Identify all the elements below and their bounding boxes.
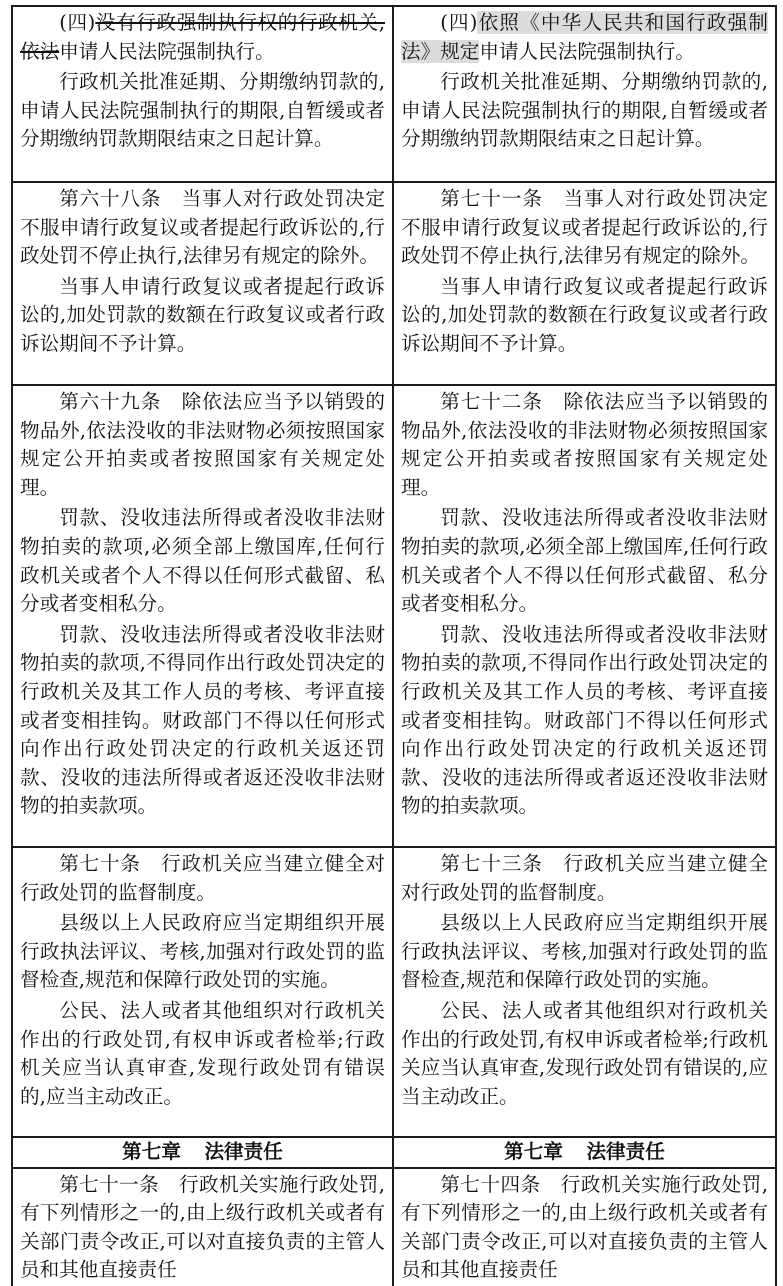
clause-text: 申请人民法院强制执行。: [479, 39, 695, 63]
chapter-title: 法律责任: [586, 1140, 665, 1163]
clause-number: (四): [440, 11, 478, 34]
chapter-heading-new: [393, 1137, 776, 1168]
table-row: [12, 847, 776, 1137]
comparison-table: [11, 5, 777, 1286]
table-row: [12, 385, 776, 847]
new-text-cell: [393, 6, 776, 182]
article-paragraph: 第七十三条 行政机关应当建立健全对行政处罚的监督制度。: [401, 852, 768, 904]
article-paragraph: 罚款、没收违法所得或者没收非法财物拍卖的款项,不得同作出行政处罚决定的行政机关及其工作人员的考核、考评直接或者变相挂钩。财政部门不得以任何形式向作出行政处罚决定的行政机关返还罚款、没收的违法所得或者返还没收非法财物的拍卖款项。: [401, 622, 768, 818]
article-paragraph: 罚款、没收违法所得或者没收非法财物拍卖的款项,必须全部上缴国库,任何行政机关或者个人不得以任何形式截留、私分或者变相私分。: [20, 506, 385, 616]
article-paragraph: 罚款、没收违法所得或者没收非法财物拍卖的款项,必须全部上缴国库,任何行政机关或者个人不得以任何形式截留、私分或者变相私分。: [401, 506, 768, 616]
clause-number: (四): [59, 11, 96, 34]
new-text-cell: [393, 385, 776, 847]
old-text-cell: [12, 1168, 393, 1286]
chapter-number: 第七章: [122, 1140, 181, 1163]
table-row: [12, 182, 776, 385]
clause-text: 申请人民法院强制执行。: [59, 39, 275, 63]
article-paragraph: 公民、法人或者其他组织对行政机关作出的行政处罚,有权申诉或者检举;行政机关应当认真审查,发现行政处罚有错误的,应当主动改正。: [20, 998, 385, 1108]
article-paragraph: 县级以上人民政府应当定期组织开展行政执法评议、考核,加强对行政处罚的监督检查,规范和保障行政处罚的实施。: [20, 911, 385, 992]
old-text-cell: [12, 182, 393, 385]
chapter-heading-old: [12, 1137, 393, 1168]
new-text-cell: [393, 1168, 776, 1286]
article-paragraph: 第七十一条 当事人对行政处罚决定不服申请行政复议或者提起行政诉讼的,行政处罚不停止执行,法律另有规定的除外。: [401, 187, 768, 268]
new-text-cell: [393, 182, 776, 385]
old-text-cell: [12, 847, 393, 1137]
article-paragraph: 行政机关批准延期、分期缴纳罚款的,申请人民法院强制执行的期限,自暂缓或者分期缴纳罚款期限结束之日起计算。: [20, 70, 385, 151]
article-paragraph: [401, 9, 768, 66]
article-paragraph: 第六十八条 当事人对行政处罚决定不服申请行政复议或者提起行政诉讼的,行政处罚不停止执行,法律另有规定的除外。: [20, 187, 385, 268]
table-row: [12, 1168, 776, 1286]
article-paragraph: 当事人申请行政复议或者提起行政诉讼的,加处罚款的数额在行政复议或者行政诉讼期间不予计算。: [20, 274, 385, 355]
chapter-heading-row: [12, 1137, 776, 1168]
article-paragraph: 罚款、没收违法所得或者没收非法财物拍卖的款项,不得同作出行政处罚决定的行政机关及其工作人员的考核、考评直接或者变相挂钩。财政部门不得以任何形式向作出行政处罚决定的行政机关返还罚款、没收的违法所得或者返还没收非法财物的拍卖款项。: [20, 622, 385, 818]
table-row: [12, 6, 776, 182]
article-paragraph: 当事人申请行政复议或者提起行政诉讼的,加处罚款的数额在行政复议或者行政诉讼期间不予计算。: [401, 274, 768, 355]
article-paragraph: 第七十二条 除依法应当予以销毁的物品外,依法没收的非法财物必须按照国家规定公开拍卖或者按照国家有关规定处理。: [401, 390, 768, 499]
article-paragraph: 行政机关批准延期、分期缴纳罚款的,申请人民法院强制执行的期限,自暂缓或者分期缴纳罚款期限结束之日起计算。: [401, 70, 768, 151]
new-text-cell: [393, 847, 776, 1137]
added-text: 依照《中华人民共和国行政强制法》规定: [401, 11, 769, 63]
article-paragraph: [20, 9, 385, 66]
deleted-text: 没有行政强制执行权的行政机关,依法: [20, 11, 385, 63]
old-text-cell: [12, 6, 393, 182]
article-paragraph: 第七十四条 行政机关实施行政处罚,有下列情形之一的,由上级行政机关或者有关部门责令改正,可以对直接负责的主管人员和其他直接责任: [401, 1172, 768, 1282]
chapter-title: 法律责任: [204, 1140, 283, 1163]
article-paragraph: 第六十九条 除依法应当予以销毁的物品外,依法没收的非法财物必须按照国家规定公开拍卖或者按照国家有关规定处理。: [20, 390, 385, 499]
chapter-number: 第七章: [504, 1140, 563, 1163]
article-paragraph: 第七十一条 行政机关实施行政处罚,有下列情形之一的,由上级行政机关或者有关部门责令改正,可以对直接负责的主管人员和其他直接责任: [20, 1172, 385, 1282]
article-paragraph: 第七十条 行政机关应当建立健全对行政处罚的监督制度。: [20, 852, 385, 904]
article-paragraph: 公民、法人或者其他组织对行政机关作出的行政处罚,有权申诉或者检举;行政机关应当认真审查,发现行政处罚有错误的,应当主动改正。: [401, 998, 768, 1108]
old-text-cell: [12, 385, 393, 847]
article-paragraph: 县级以上人民政府应当定期组织开展行政执法评议、考核,加强对行政处罚的监督检查,规范和保障行政处罚的实施。: [401, 911, 768, 992]
